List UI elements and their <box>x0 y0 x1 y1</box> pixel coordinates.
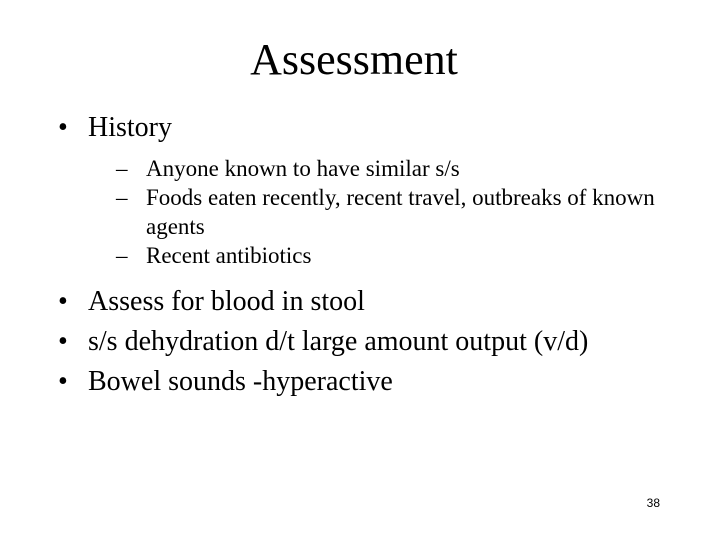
sub-bullet-antibiotics <box>116 241 708 270</box>
sub-bullet-text: Anyone known to have similar s/s <box>146 156 460 181</box>
sub-bullet-text: Foods eaten recently, recent travel, outbreaks of known agents <box>146 185 655 239</box>
sub-bullet-similar-symptoms <box>116 154 708 183</box>
bullet-history <box>58 108 708 148</box>
bullet-text: Bowel sounds -hyperactive <box>88 366 393 397</box>
page-number: 38 <box>646 496 660 510</box>
bullet-dot: • <box>58 286 68 317</box>
sub-bullet-foods-travel <box>116 183 666 241</box>
bullet-blood-in-stool <box>58 282 708 322</box>
sub-bullet-dash: – <box>116 156 128 181</box>
bullet-list <box>58 108 708 402</box>
bullet-dot: • <box>58 366 68 397</box>
bullet-text: Assess for blood in stool <box>88 286 365 317</box>
sub-bullet-dash: – <box>116 185 128 210</box>
bullet-dehydration <box>58 322 708 362</box>
sub-bullet-text: Recent antibiotics <box>146 243 312 268</box>
sub-bullet-dash: – <box>116 243 128 268</box>
slide-title: Assessment <box>250 35 458 84</box>
bullet-bowel-sounds <box>58 362 708 402</box>
bullet-dot: • <box>58 326 68 357</box>
bullet-text: s/s dehydration d/t large amount output (v/d) <box>88 326 589 357</box>
bullet-dot: • <box>58 112 68 143</box>
history-sub-list <box>58 154 708 270</box>
bullet-text: History <box>88 112 172 143</box>
